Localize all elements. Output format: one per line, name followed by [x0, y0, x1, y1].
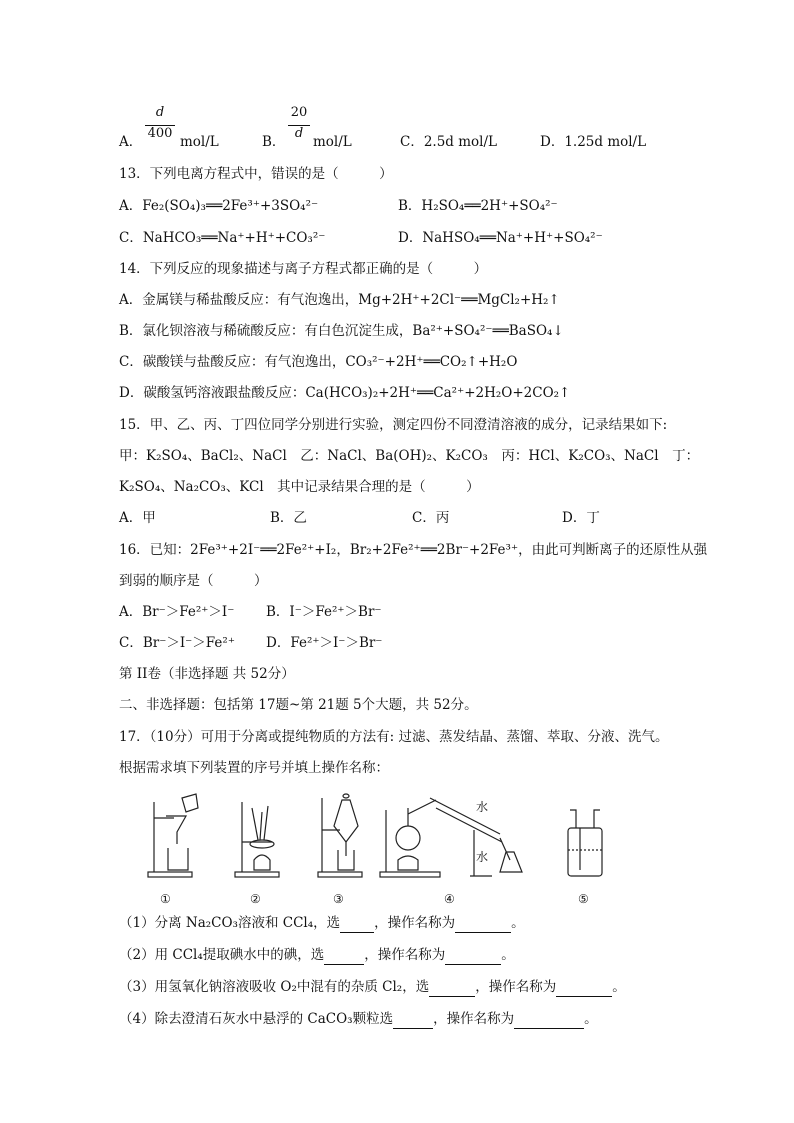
q15-stem-line3: K₂SO₄、Na₂CO₃、KCl 其中记录结果合理的是（ ） [119, 479, 480, 495]
q15-stem-line2: 甲：K₂SO₄、BaCl₂、NaCl 乙：NaCl、Ba(OH)₂、K₂CO₃ 丙：HCl、K₂CO₃、NaCl 丁： [119, 448, 700, 464]
q13-option-b: B．H₂SO₄══2H⁺+SO₄²⁻ [398, 198, 558, 214]
lab-apparatus-figure [140, 790, 610, 905]
q14-option-d: D．碳酸氢钙溶液跟盐酸反应：Ca(HCO₃)₂+2H⁺══Ca²⁺+2H₂O+2CO₂↑ [119, 385, 571, 401]
q13-option-c: C．NaHCO₃══Na⁺+H⁺+CO₃²⁻ [119, 230, 326, 246]
apparatus-3-separatory-funnel [318, 794, 362, 877]
q12-b-denominator: d [294, 126, 304, 141]
apparatus-5-gas-washing-bottle [568, 810, 602, 876]
q14-option-c: C．碳酸镁与盐酸反应：有气泡逸出，CO₃²⁻+2H⁺══CO₂↑+H₂O [119, 354, 518, 370]
q14-option-a: A．金属镁与稀盐酸反应：有气泡逸出，Mg+2H⁺+2Cl⁻══MgCl₂+H₂↑ [119, 292, 560, 308]
q17-2-operation-blank[interactable] [445, 946, 501, 965]
q16-option-c: C．Br⁻＞I⁻＞Fe²⁺ [119, 635, 235, 651]
q13-stem: 13．下列电离方程式中，错误的是（ ） [119, 166, 393, 182]
q17-item-1: （1）分离 Na₂CO₃溶液和 CCl₄，选 ，操作名称为 。 [119, 915, 525, 931]
apparatus-4-distillation [380, 798, 522, 877]
q17-3-operation-blank[interactable] [556, 978, 612, 997]
q12-a-denominator: 400 [147, 126, 173, 141]
q15-option-b: B．乙 [270, 510, 307, 526]
apparatus-label-3: ③ [333, 892, 344, 906]
section-title: 第 II卷（非选择题 共 52分） [119, 666, 295, 682]
q12-b-unit: mol/L [313, 134, 352, 150]
apparatus-label-5: ⑤ [578, 892, 589, 906]
q12-option-a-label: A． [119, 134, 143, 150]
water-inlet-label-bottom: 水 [476, 850, 489, 864]
q17-4-apparatus-blank[interactable] [393, 1010, 433, 1029]
q12-b-numerator: 20 [290, 105, 308, 120]
q15-stem-line1: 15．甲、乙、丙、丁四位同学分别进行实验，测定四份不同澄清溶液的成分，记录结果如下: [119, 417, 668, 433]
q16-option-b: B．I⁻＞Fe²⁺＞Br⁻ [266, 604, 382, 620]
q15-option-c: C．丙 [412, 510, 450, 526]
apparatus-1-filtration [148, 794, 198, 877]
water-inlet-label-top: 水 [476, 800, 489, 814]
apparatus-2-evaporation [235, 802, 279, 877]
q12-a-numerator: d [155, 105, 165, 120]
q16-option-a: A．Br⁻＞Fe²⁺＞I⁻ [119, 604, 235, 620]
apparatus-label-1: ① [160, 892, 171, 906]
q17-3-apparatus-blank[interactable] [429, 978, 475, 997]
q13-option-d: D．NaHSO₄══Na⁺+H⁺+SO₄²⁻ [398, 230, 603, 246]
q17-1-operation-blank[interactable] [455, 914, 511, 933]
q12-option-c: C．2.5d mol/L [400, 134, 497, 150]
q16-stem-line1: 16．已知：2Fe³⁺+2I⁻══2Fe²⁺+I₂，Br₂+2Fe²⁺══2Br⁻+2Fe³⁺，由此可判断离子的还原性从强 [119, 542, 708, 558]
q17-stem-line2: 根据需求填下列装置的序号并填上操作名称： [119, 760, 389, 776]
section-intro: 二、非选择题：包括第 17题~第 21题 5个大题，共 52分。 [119, 697, 478, 713]
q17-item-2: （2）用 CCl₄提取碘水中的碘，选 ，操作名称为 。 [119, 947, 515, 963]
q17-4-operation-blank[interactable] [514, 1010, 584, 1029]
q14-option-b: B．氯化钡溶液与稀硫酸反应：有白色沉淀生成，Ba²⁺+SO₄²⁻══BaSO₄↓ [119, 323, 564, 339]
q13-option-a: A．Fe₂(SO₄)₃══2Fe³⁺+3SO₄²⁻ [119, 198, 319, 214]
q12-option-b-label: B． [262, 134, 286, 150]
q12-a-unit: mol/L [180, 134, 219, 150]
q16-option-d: D．Fe²⁺＞I⁻＞Br⁻ [266, 635, 383, 651]
q17-item-3: （3）用氢氧化钠溶液吸收 O₂中混有的杂质 Cl₂，选 ，操作名称为 。 [119, 979, 626, 995]
q15-option-a: A．甲 [119, 510, 156, 526]
q14-stem: 14．下列反应的现象描述与离子方程式都正确的是（ ） [119, 261, 488, 277]
q15-option-d: D．丁 [562, 510, 600, 526]
q17-2-apparatus-blank[interactable] [324, 946, 364, 965]
q12-option-d: D．1.25d mol/L [540, 134, 647, 150]
apparatus-label-4: ④ [444, 892, 455, 906]
q16-stem-line2: 到弱的顺序是（ ） [119, 573, 268, 589]
q17-1-apparatus-blank[interactable] [340, 914, 374, 933]
apparatus-label-2: ② [250, 892, 261, 906]
q17-stem-line1: 17．（10分）可用于分离或提纯物质的方法有: 过滤、蒸发结晶、蒸馏、萃取、分液、洗气。 [119, 729, 669, 745]
q17-item-4: （4）除去澄清石灰水中悬浮的 CaCO₃颗粒选 ，操作名称为 。 [119, 1011, 598, 1027]
